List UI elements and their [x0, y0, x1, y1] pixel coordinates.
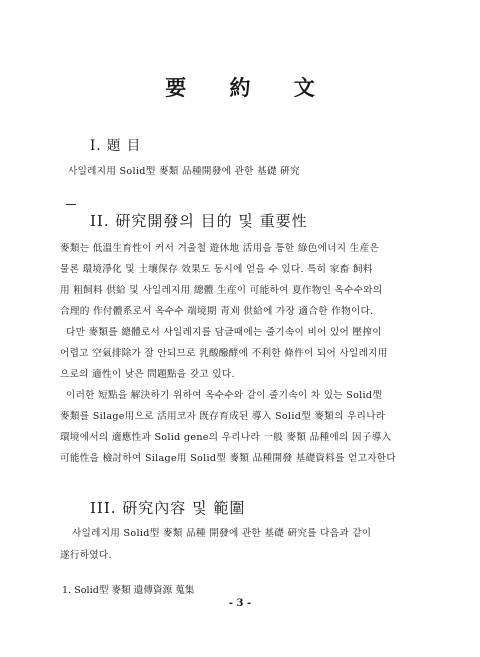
- section-2-line: 可能性을 檢討하여 Silage用 Solid型 麥類 品種開發 基礎資料를 얻고자한다: [60, 453, 396, 464]
- section-2-line: 合理的 作付體系로서 옥수수 端境期 靑刈 供給에 가장 適合한 作物이다.: [60, 306, 374, 317]
- section-3-line: 遂行하였다.: [60, 550, 112, 561]
- section-2-line: 麥類는 低溫生育性이 커서 겨울철 遊休地 活用을 통한 綠色에너지 生産은: [60, 243, 380, 254]
- document-title: 要 約 文: [165, 75, 333, 100]
- section-2-line: 이러한 短點을 解決하기 위하여 옥수수와 같이 줄기속이 차 있는 Solid型: [66, 390, 383, 401]
- page-number: - 3 -: [228, 598, 252, 609]
- section-2-line: 물론 環境淨化 및 土壤保存 效果도 동시에 얻을 수 있다. 특히 家畜 飼料: [60, 264, 373, 275]
- divider-mark: [66, 204, 76, 205]
- section-2-line: 다만 麥類를 總體로서 사일레지를 담글때에는 줄기속이 비어 있어 壓搾이: [66, 327, 382, 338]
- section-1-text: 사일레지用 Solid型 麥類 品種開發에 관한 基礎 硏究: [68, 166, 300, 177]
- section-2-line: 어렵고 空氣排除가 잘 안되므로 乳酸醱酵에 不利한 條件이 되어 사일레지用: [60, 348, 388, 359]
- section-2-heading: II. 硏究開發의 目的 및 重要性: [90, 212, 308, 230]
- section-2-line: 麥類를 Silage用으로 活用코자 旣存育成된 導入 Solid型 麥類의 우리나라: [60, 411, 386, 422]
- section-3-heading: III. 硏究內容 및 範圍: [90, 499, 246, 517]
- section-2-line: 用 粗飼料 供給 및 사일레지用 總體 生産이 可能하여 夏作物인 옥수수와의: [60, 285, 383, 296]
- section-3-line: 사일레지用 Solid型 麥類 品種 開發에 관한 基礎 硏究를 다음과 같이: [72, 528, 372, 539]
- section-2-line: 環境에서의 適應性과 Solid gene의 우리나라 一般 麥類 品種에의 因子導入: [60, 432, 392, 443]
- section-3-subheading: 1. Solid型 麥類 遺傳資源 蒐集: [62, 585, 195, 596]
- section-1-heading: I. 題 目: [90, 138, 142, 154]
- section-2-line: 으로의 適性이 낮은 問題點을 갖고 있다.: [60, 369, 235, 380]
